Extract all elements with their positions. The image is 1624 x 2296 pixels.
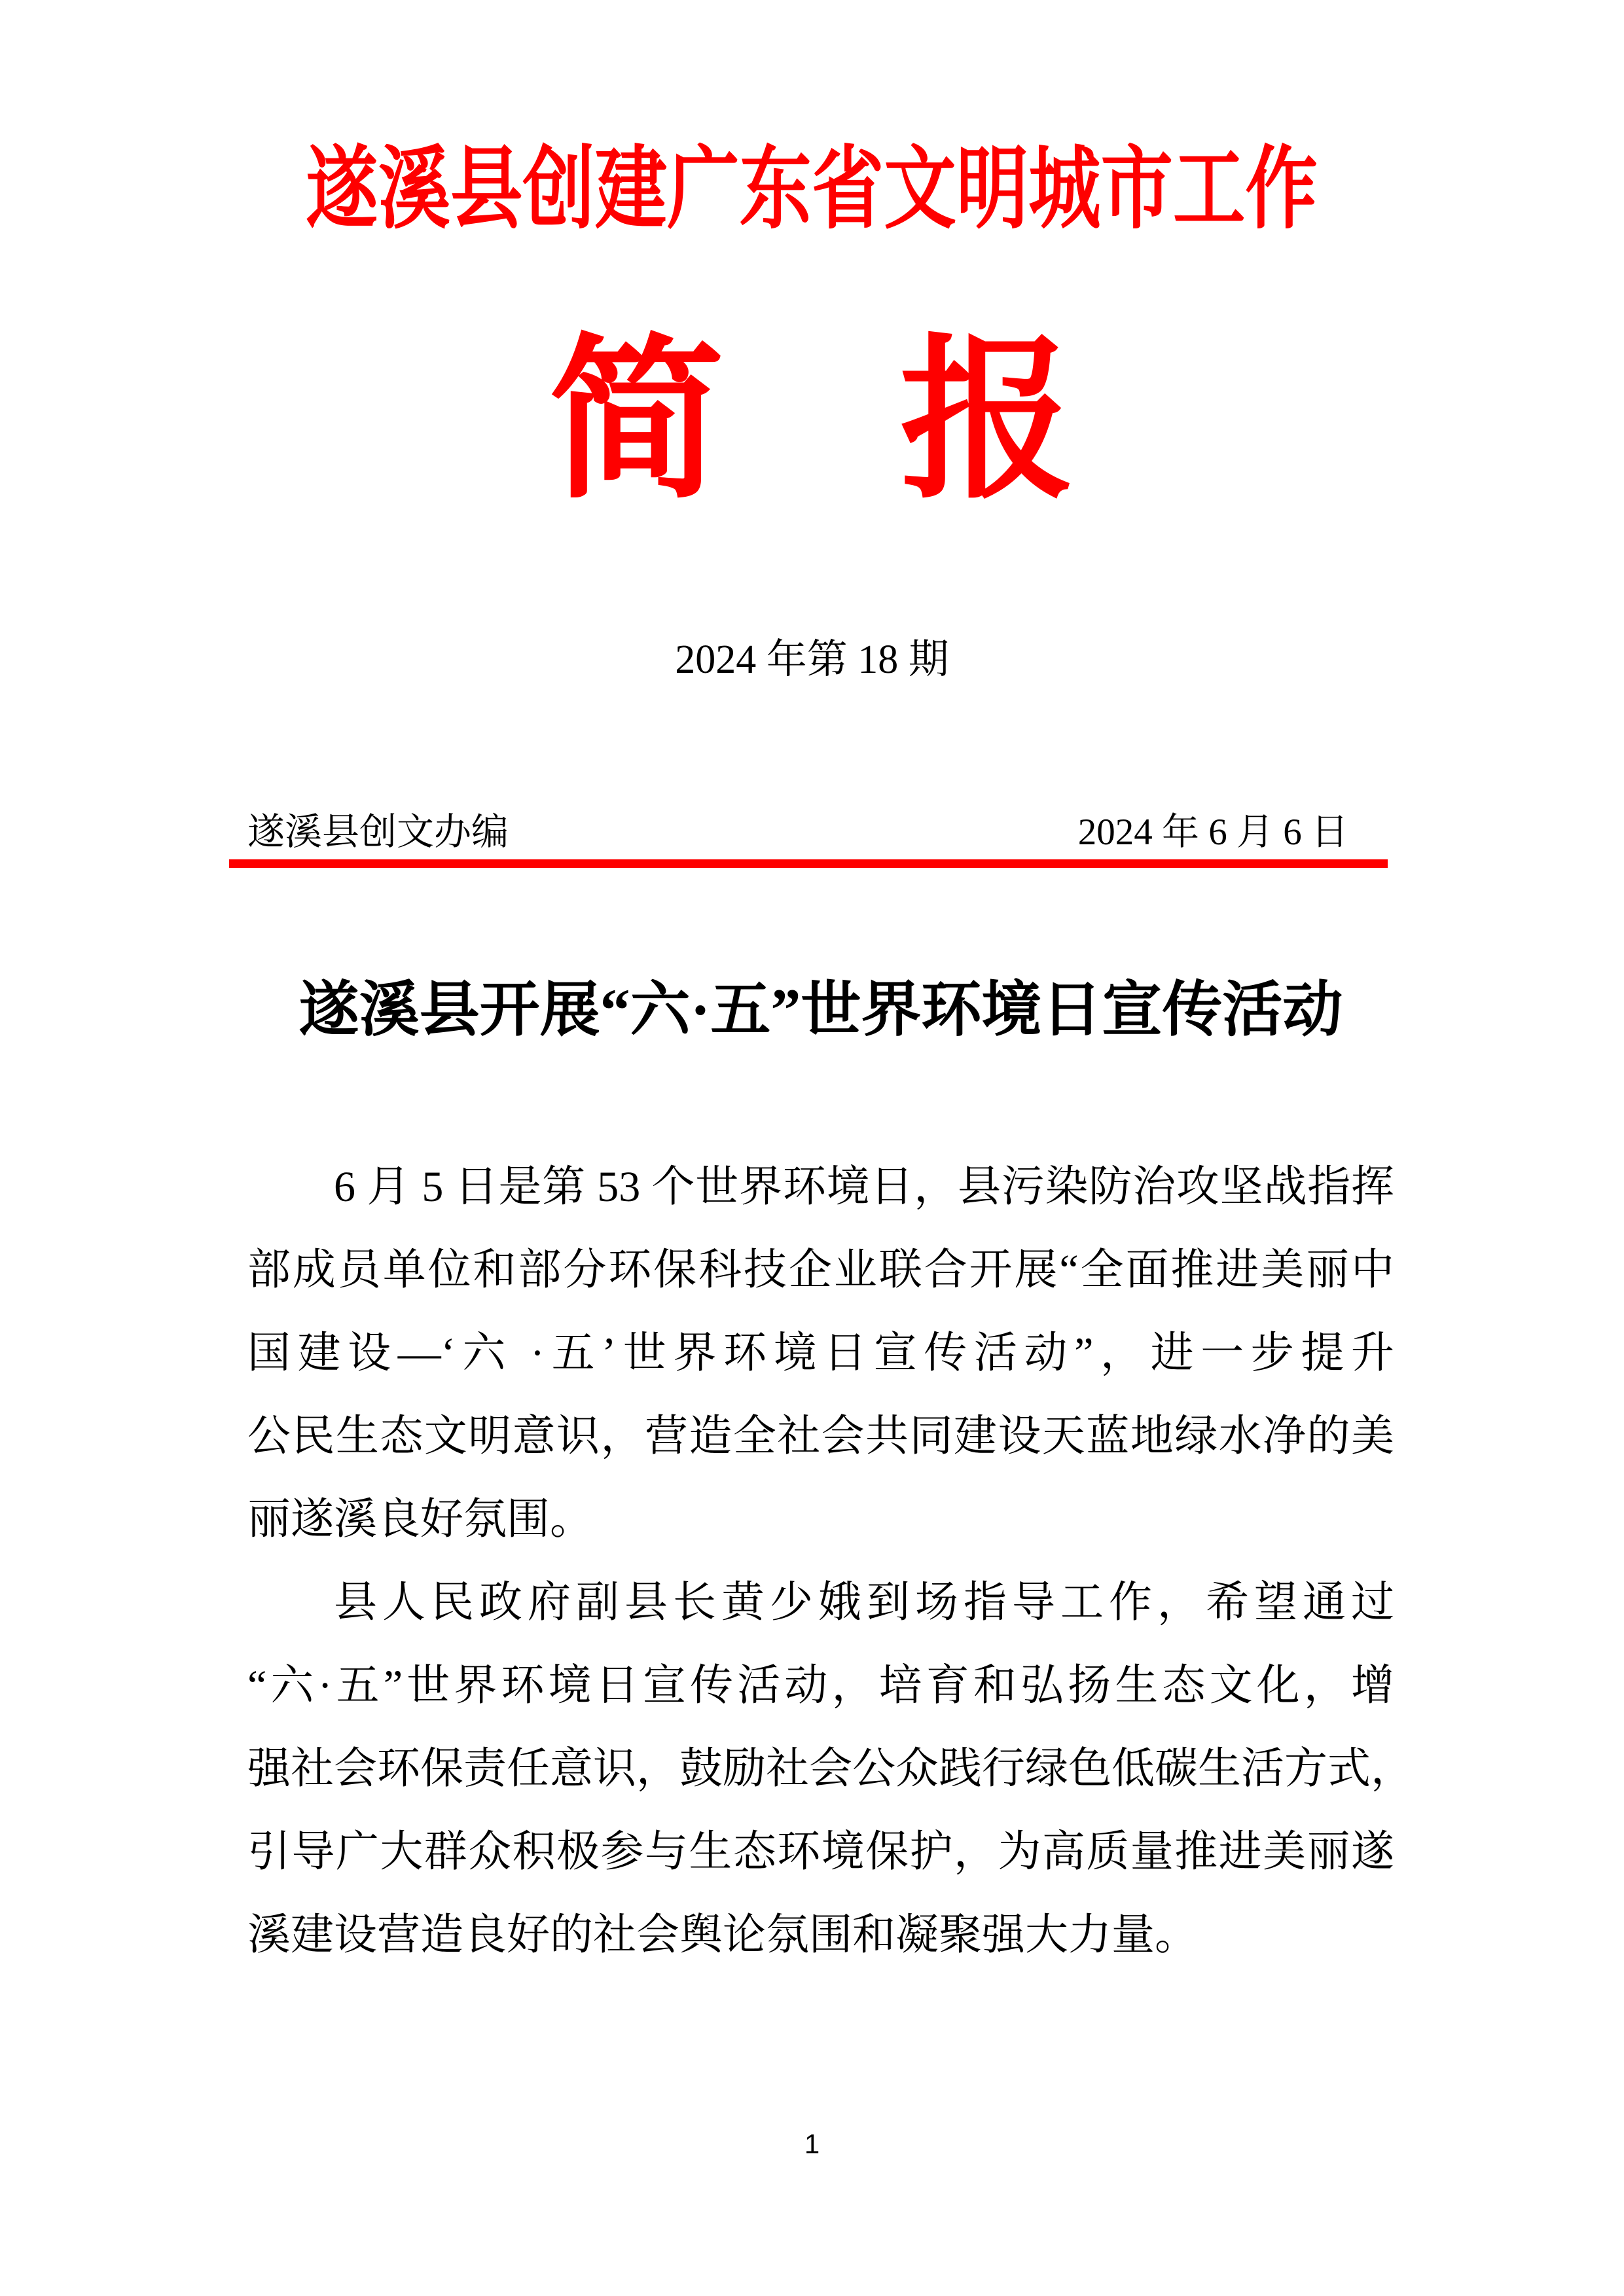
red-divider-rule [229,859,1388,868]
body-line: 丽遂溪良好氛围。 [247,1496,593,1543]
body-line: 部成员单位和部分环保科技企业联合开展“全面推进美丽中 [247,1246,1394,1294]
masthead-title-text: 遂溪县创建广东省文明城市工作 [306,139,1318,240]
info-row [247,810,1394,855]
editor-label: 遂溪县创文办编 [247,812,509,853]
issue-number: 2024 年第 18 期 [675,637,949,682]
body-line: 县人民政府副县长黄少娥到场指导工作，希望通过 [334,1579,1394,1626]
page-number: 1 [804,2128,820,2159]
body-line: 公民生态文明意识，营造全社会共同建设天蓝地绿水净的美 [247,1412,1394,1460]
content-column [247,810,1414,1977]
bulletin-brand-title: 简 报 [549,325,1075,519]
body-line: 强社会环保责任意识，鼓励社会公众践行绿色低碳生活方式， [247,1745,1414,1793]
body-line: 6 月 5 日是第 53 个世界环境日，县污染防治攻坚战指挥 [334,1163,1394,1211]
body-line: 引导广大群众积极参与生态环境保护，为高质量推进美丽遂 [247,1828,1394,1876]
article-title: 遂溪县开展“六·五”世界环境日宣传活动 [298,977,1343,1043]
body-line: “六·五”世界环境日宣传活动，培育和弘扬生态文化，增 [247,1662,1394,1710]
body-line: 溪建设营造良好的社会舆论氛围和凝聚强大力量。 [247,1911,1198,1959]
masthead-title [0,141,1624,239]
body-line: 国建设—‘六 ·五’世界环境日宣传活动”，进一步提升 [247,1329,1394,1377]
publish-date: 2024 年 6 月 6 日 [1077,812,1348,853]
paragraph [247,1145,1394,1561]
article-body [247,1145,1414,1977]
paragraph [247,1561,1414,1977]
